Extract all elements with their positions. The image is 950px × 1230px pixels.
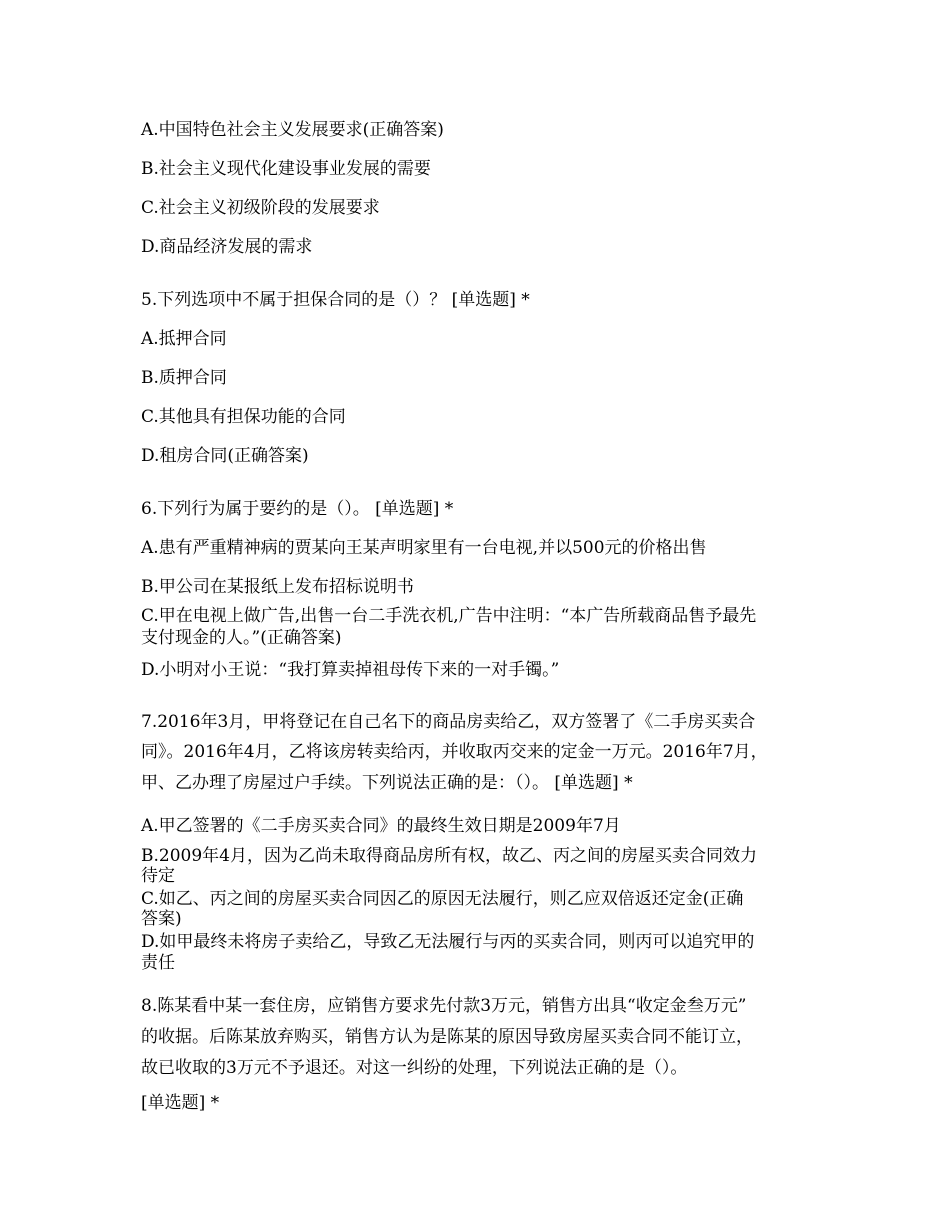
q8-question-line3: 故已收取的3万元不予退还。对这一纠纷的处理，下列说法正确的是（）。 bbox=[141, 1058, 688, 1078]
q8-question-line4: [单选题] * bbox=[141, 1093, 220, 1113]
q7-option-d: D.如甲最终未将房子卖给乙，导致乙无法履行与丙的买卖合同，则丙可以追究甲的 bbox=[141, 932, 755, 952]
q4-option-b: B.社会主义现代化建设事业发展的需要 bbox=[141, 159, 431, 179]
q6-option-a: A.患有严重精神病的贾某向王某声明家里有一台电视,并以500元的价格出售 bbox=[141, 538, 707, 558]
q6-option-c-cont: 支付现金的人。”(正确答案) bbox=[141, 628, 342, 648]
q8-question-line1: 8.陈某看中某一套住房，应销售方要求先付款3万元，销售方出具“收定金叁万元” bbox=[141, 996, 747, 1016]
q5-option-a: A.抵押合同 bbox=[141, 329, 227, 349]
q7-option-d-cont: 责任 bbox=[141, 953, 175, 973]
q6-option-d: D.小明对小王说：“我打算卖掉祖母传下来的一对手镯。” bbox=[141, 660, 560, 680]
q7-question-line3: 甲、乙办理了房屋过户手续。下列说法正确的是：（）。 [单选题] * bbox=[141, 773, 633, 793]
q5-question: 5.下列选项中不属于担保合同的是（）？ [单选题] * bbox=[141, 290, 530, 310]
q6-option-c: C.甲在电视上做广告,出售一台二手洗衣机,广告中注明：“本广告所载商品售予最先 bbox=[141, 606, 757, 626]
q4-option-c: C.社会主义初级阶段的发展要求 bbox=[141, 198, 380, 218]
q4-option-d: D.商品经济发展的需求 bbox=[141, 237, 313, 257]
q6-option-b: B.甲公司在某报纸上发布招标说明书 bbox=[141, 577, 414, 597]
q7-option-b: B.2009年4月，因为乙尚未取得商品房所有权，故乙、丙之间的房屋买卖合同效力 bbox=[141, 846, 757, 866]
q7-question-line1: 7.2016年3月，甲将登记在自己名下的商品房卖给乙，双方签署了《二手房买卖合 bbox=[141, 712, 756, 732]
q5-option-d: D.租房合同(正确答案) bbox=[141, 446, 309, 466]
q5-option-c: C.其他具有担保功能的合同 bbox=[141, 407, 346, 427]
q7-question-line2: 同》。2016年4月，乙将该房转卖给丙，并收取丙交来的定金一万元。2016年7月， bbox=[141, 742, 768, 762]
q7-option-c-cont: 答案) bbox=[141, 909, 182, 929]
q6-question: 6.下列行为属于要约的是（）。 [单选题] * bbox=[141, 499, 454, 519]
q7-option-b-cont: 待定 bbox=[141, 866, 175, 886]
q4-option-a: A.中国特色社会主义发展要求(正确答案) bbox=[141, 120, 444, 140]
q7-option-c: C.如乙、丙之间的房屋买卖合同因乙的原因无法履行，则乙应双倍返还定金(正确 bbox=[141, 889, 744, 909]
q8-question-line2: 的收据。后陈某放弃购买，销售方认为是陈某的原因导致房屋买卖合同不能订立， bbox=[141, 1027, 753, 1047]
q5-option-b: B.质押合同 bbox=[141, 368, 227, 388]
q7-option-a: A.甲乙签署的《二手房买卖合同》的最终生效日期是2009年7月 bbox=[141, 816, 621, 836]
